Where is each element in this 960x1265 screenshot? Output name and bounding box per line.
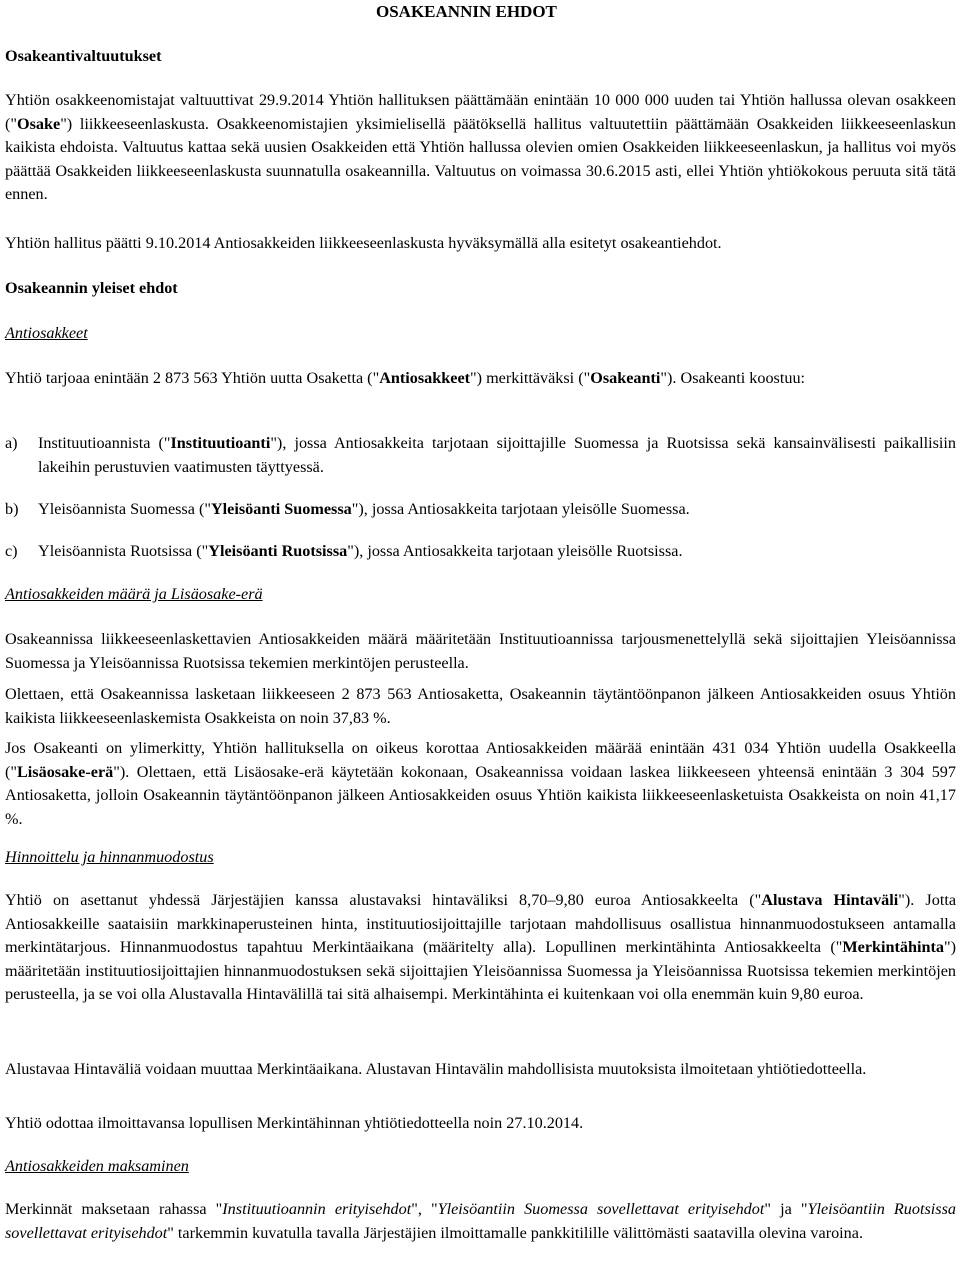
paragraph-over-allotment (5, 737, 956, 831)
text-run: Yleisöannista Suomessa (" (38, 500, 211, 518)
list-marker: a) (5, 434, 18, 452)
text-run: "). Osakeanti koostuu: (660, 369, 806, 387)
subheading-payment: Antiosakkeiden maksaminen (5, 1157, 189, 1175)
text-run: Yhtiö tarjoaa enintään 2 873 563 Yhtiön uutta Osaketta (" (5, 369, 380, 387)
paragraph-share-percentage: Olettaen, että Osakeannissa lasketaan liikkeeseen 2 873 563 Antiosaketta, Osakeannin täytäntöönpanon jälkeen Antiosakkeiden osuus Yhtiön kaikista liikkeeseenlaskemista Osakkeista on noin 37,83 %. (5, 685, 956, 727)
list-item-institutional-offering (5, 432, 956, 479)
text-run: ", " (411, 1200, 438, 1218)
text-run: " ja " (764, 1200, 808, 1218)
text-run: "), jossa Antiosakkeita tarjotaan sijoittajille Suomessa ja Ruotsissa sekä kansainvälisesti paikallisiin lakeihin perustuvien vaatimusten täyttyessä. (38, 434, 956, 476)
text-run: ") määritetään instituutiosijoittajien hinnanmuodostuksen sekä sijoittajien Yleisöannissa Suomessa ja Yleisöannissa Ruotsissa tekemien merkintöjen perusteella, ja se voi olla Alustavalla Hintavälillä tai sitä alhaisempi. Merkintähinta ei kuitenkaan voi olla enemmän kuin 9,80 euroa. (5, 938, 956, 1003)
paragraph-share-amount: Osakeannissa liikkeeseenlaskettavien Antiosakkeiden määrä määritetään Instituutioannissa tarjousmenettelyllä sekä sijoittajien Yleisöannissa Suomessa ja Yleisöannissa Ruotsissa tekemien merkintöjen perusteella. (5, 630, 956, 672)
text-run: Merkinnät maksetaan rahassa " (5, 1200, 223, 1218)
list-item-public-offering-finland (5, 498, 956, 522)
text-run: Instituutioannista (" (38, 434, 171, 452)
text-run: Jos Osakeanti on ylimerkitty, Yhtiön hallituksella on oikeus korottaa Antiosakkeiden määrää enintään 431 034 Yhtiön uudella Osakkeella (" (5, 739, 956, 781)
text-run: ") liikkeeseenlaskusta. Osakkeenomistajien yksimielisellä päätöksellä hallitus valtuutettiin päättämään Osakkeiden liikkeeseenlaskun kaikista ehdoista. Valtuutus kattaa sekä uusien Osakkeiden että Yhtiön hallussa olevien omien Osakkeiden liikkeeseenlaskun, ja hallitus voi myös päättää Osakkeiden liikkeeseenlaskusta suunnatulla osakeannilla. Valtuutus on voimassa 30.6.2015 asti, ellei Yhtiön yhtiökokous peruuta sitä tätä ennen. (5, 114, 956, 203)
text-run: "). Olettaen, että Lisäosake-erä käytetään kokonaan, Osakeannissa voidaan laskea liikkeeseen yhteensä enintään 3 304 597 Antiosaketta, jolloin Osakeannin täytäntöönpanon jälkeen Antiosakkeiden osuus Yhtiön kaikista liikkeeseenlasketuista Osakkeista on noin 41,17 %. (5, 762, 956, 828)
document-reference: Instituutioannin erityisehdot (222, 1200, 412, 1218)
paragraph-price-range (5, 889, 956, 1007)
text-run: Yhtiö on asettanut yhdessä Järjestäjien kanssa alustavaksi hintaväliksi 8,70–9,80 euroa Antiosakkeelta (" (5, 891, 762, 909)
document-reference: Yleisöantiin Ruotsissa sovellettavat erityisehdot (5, 1200, 956, 1242)
subheading-share-amount: Antiosakkeiden määrä ja Lisäosake-erä (5, 585, 263, 603)
section-heading-general-terms: Osakeannin yleiset ehdot (5, 279, 178, 297)
paragraph-board-decision: Yhtiön hallitus päätti 9.10.2014 Antiosakkeiden liikkeeseenlaskusta hyväksymällä alla esitetyt osakeantiehdot. (5, 234, 722, 252)
defined-term: Alustava Hintaväli (761, 891, 899, 909)
text-run: "). Jotta Antiosakkeille saataisiin markkinaperusteinen hinta, instituutiosijoittajille tarjotaan mahdollisuus osallistua hinnanmuodostukseen antamalla merkintätarjous. Hinnanmuodostus tapahtuu Merkintäaikana (määritelty alla). Lopullinen merkintähinta Antiosakkeelta (" (5, 891, 956, 956)
paragraph-authorization (5, 89, 956, 207)
text-run: " tarkemmin kuvatulla tavalla Järjestäjien ilmoittamalle pankkitilille välittömästi saatavilla olevina varoina. (167, 1223, 863, 1242)
paragraph-final-price-announcement: Yhtiö odottaa ilmoittavansa lopullisen Merkintähinnan yhtiötiedotteella noin 27.10.2014. (5, 1114, 584, 1132)
text-run: Yhtiön osakkeenomistajat valtuuttivat 29.9.2014 Yhtiön hallituksen päättämään enintään 10 000 000 uuden tai Yhtiön hallussa olevan osakkeen (" (5, 91, 956, 133)
list-marker: c) (5, 542, 18, 560)
defined-term: Yleisöanti Ruotsissa (208, 542, 348, 560)
text-run: Yleisöannista Ruotsissa (" (38, 542, 209, 560)
defined-term: Osake (17, 114, 61, 133)
defined-term: Merkintähinta (842, 938, 944, 956)
paragraph-offer (5, 367, 956, 391)
list-item-public-offering-sweden (5, 540, 956, 564)
section-heading-share-issue-authorizations: Osakeantivaltuutukset (5, 47, 162, 65)
defined-term: Yleisöanti Suomessa (210, 500, 352, 518)
paragraph-payment (5, 1198, 956, 1245)
defined-term: Instituutioanti (170, 434, 271, 452)
document-title: OSAKEANNIN EHDOT (376, 2, 557, 21)
paragraph-price-range-change: Alustavaa Hintaväliä voidaan muuttaa Merkintäaikana. Alustavan Hintavälin mahdollisista muutoksista ilmoitetaan yhtiötiedotteella. (5, 1060, 867, 1078)
subheading-pricing: Hinnoittelu ja hinnanmuodostus (5, 848, 214, 866)
defined-term: Lisäosake-erä (17, 762, 114, 781)
defined-term: Antiosakkeet (379, 369, 471, 387)
text-run: "), jossa Antiosakkeita tarjotaan yleisölle Suomessa. (351, 500, 690, 518)
list-marker: b) (5, 500, 19, 518)
text-run: "), jossa Antiosakkeita tarjotaan yleisölle Ruotsissa. (347, 542, 683, 560)
text-run: ") merkittäväksi (" (470, 369, 591, 387)
list-item-text (38, 540, 956, 564)
subheading-offer-shares: Antiosakkeet (5, 324, 88, 342)
list-item-text (38, 498, 956, 522)
defined-term: Osakeanti (590, 369, 661, 387)
list-item-text (38, 432, 956, 479)
document-reference: Yleisöantiin Suomessa sovellettavat erityisehdot (437, 1200, 765, 1218)
